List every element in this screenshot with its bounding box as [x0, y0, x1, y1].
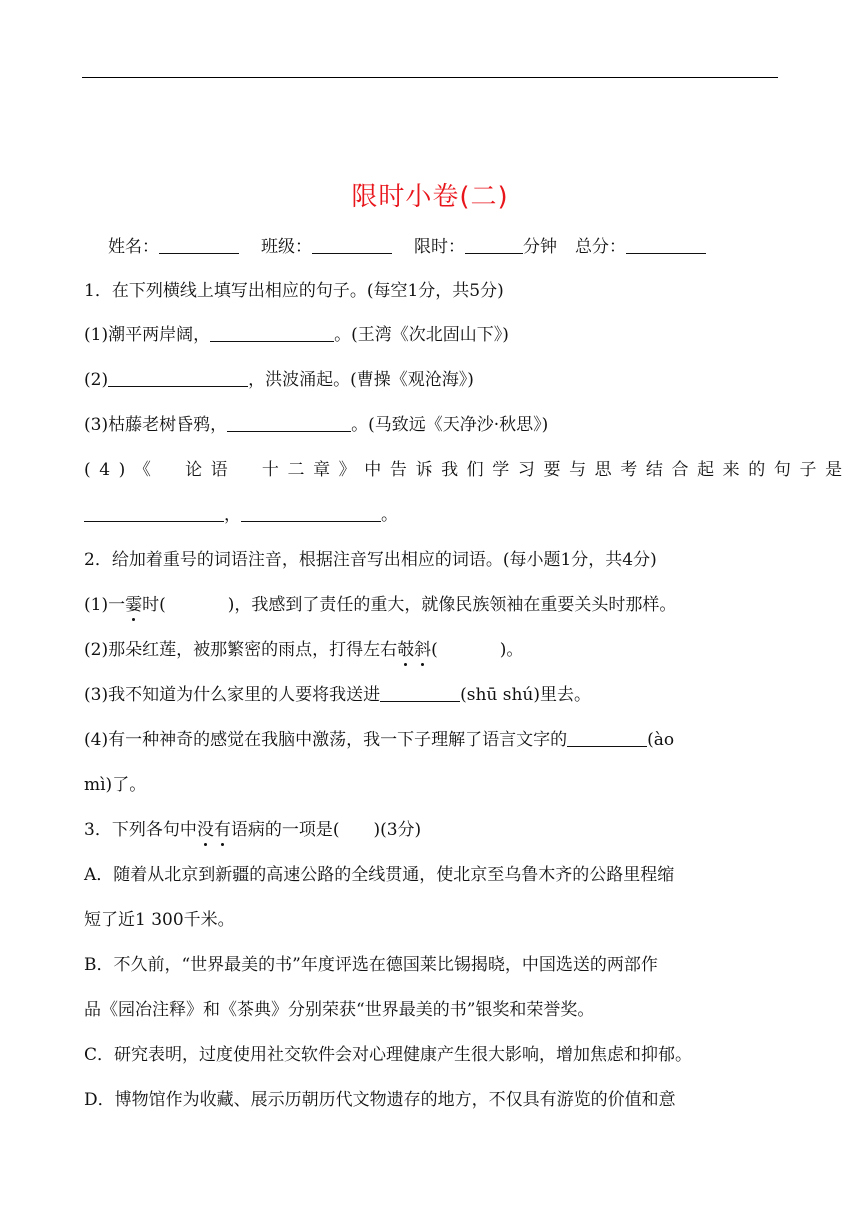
q1-item-4: (4)《 论语 十二章》中告诉我们学习要与思考结合起来的句子是: [84, 460, 851, 480]
time-unit: 分钟: [523, 237, 557, 257]
class-label: 班级：: [261, 237, 312, 257]
q1-item-2: (2) ，洪波涌起。(曹操《观沧海》): [84, 370, 474, 390]
q1-blank-1[interactable]: [210, 325, 334, 342]
q2-item-2: (2)那朵红莲，被那繁密的雨点，打得左右攲斜( )。: [84, 640, 524, 660]
q1-blank-3[interactable]: [227, 415, 351, 432]
q3-option-a[interactable]: A．随着从北京到新疆的高速公路的全线贯通，使北京至乌鲁木齐的公路里程缩: [84, 865, 675, 885]
q1-item-1: (1)潮平两岸阔， 。(王湾《次北固山下》): [84, 325, 509, 345]
q2-item-4-cont: mì)了。: [84, 775, 147, 795]
emphasis-char: 霎: [125, 595, 143, 615]
q3-option-d[interactable]: D．博物馆作为收藏、展示历朝历代文物遗存的地方，不仅具有游览的价值和意: [84, 1090, 676, 1110]
q1-item-3: (3)枯藤老树昏鸦， 。(马致远《天净沙·秋思》): [84, 415, 549, 435]
name-label: 姓名：: [108, 237, 159, 257]
q3-option-b-cont: 品《园冶注释》和《茶典》分别荣获“世界最美的书”银奖和荣誉奖。: [84, 1000, 595, 1020]
q3-option-b[interactable]: B．不久前，“世界最美的书”年度评选在德国莱比锡揭晓，中国选送的两部作: [84, 955, 658, 975]
q3-option-c[interactable]: C．研究表明，过度使用社交软件会对心理健康产生很大影响，增加焦虑和抑郁。: [84, 1045, 693, 1065]
q3-option-a-cont: 短了近1 300千米。: [84, 910, 235, 930]
q2-stem: 2．给加着重号的词语注音，根据注音写出相应的词语。(每小题1分，共4分): [84, 550, 657, 570]
emphasis-char: 攲: [397, 640, 415, 660]
q2-blank-4[interactable]: [567, 730, 647, 747]
q1-stem: 1．在下列横线上填写出相应的句子。(每空1分，共5分): [84, 281, 504, 301]
score-blank[interactable]: [626, 237, 706, 254]
time-blank[interactable]: [465, 237, 523, 254]
page-title: 限时小卷(二): [351, 182, 509, 212]
q3-stem: 3．下列各句中没有语病的一项是( )(3分): [84, 820, 422, 840]
q2-blank-3[interactable]: [380, 685, 460, 702]
q2-item-4: (4)有一种神奇的感觉在我脑中激荡，我一下子理解了语言文字的 (ào: [84, 730, 675, 750]
class-blank[interactable]: [312, 237, 392, 254]
emphasis-char: 斜: [414, 640, 432, 660]
q1-item-4-blanks: ， 。: [84, 500, 398, 525]
q1-blank-4a[interactable]: [84, 505, 224, 522]
student-info-line: [108, 232, 706, 257]
q1-blank-4b[interactable]: [241, 505, 381, 522]
q2-item-3: (3)我不知道为什么家里的人要将我送进 (shū shú)里去。: [84, 685, 592, 705]
q2-item-1: (1)一霎时( )，我感到了责任的重大，就像民族领袖在重要关头时那样。: [84, 595, 677, 615]
emphasis-char: 没: [196, 820, 214, 840]
q1-blank-2[interactable]: [108, 370, 248, 387]
name-blank[interactable]: [159, 237, 239, 254]
time-label: 限时：: [414, 237, 465, 257]
emphasis-char: 有: [213, 820, 231, 840]
header-rule: [82, 77, 778, 78]
score-label: 总分：: [575, 237, 626, 257]
